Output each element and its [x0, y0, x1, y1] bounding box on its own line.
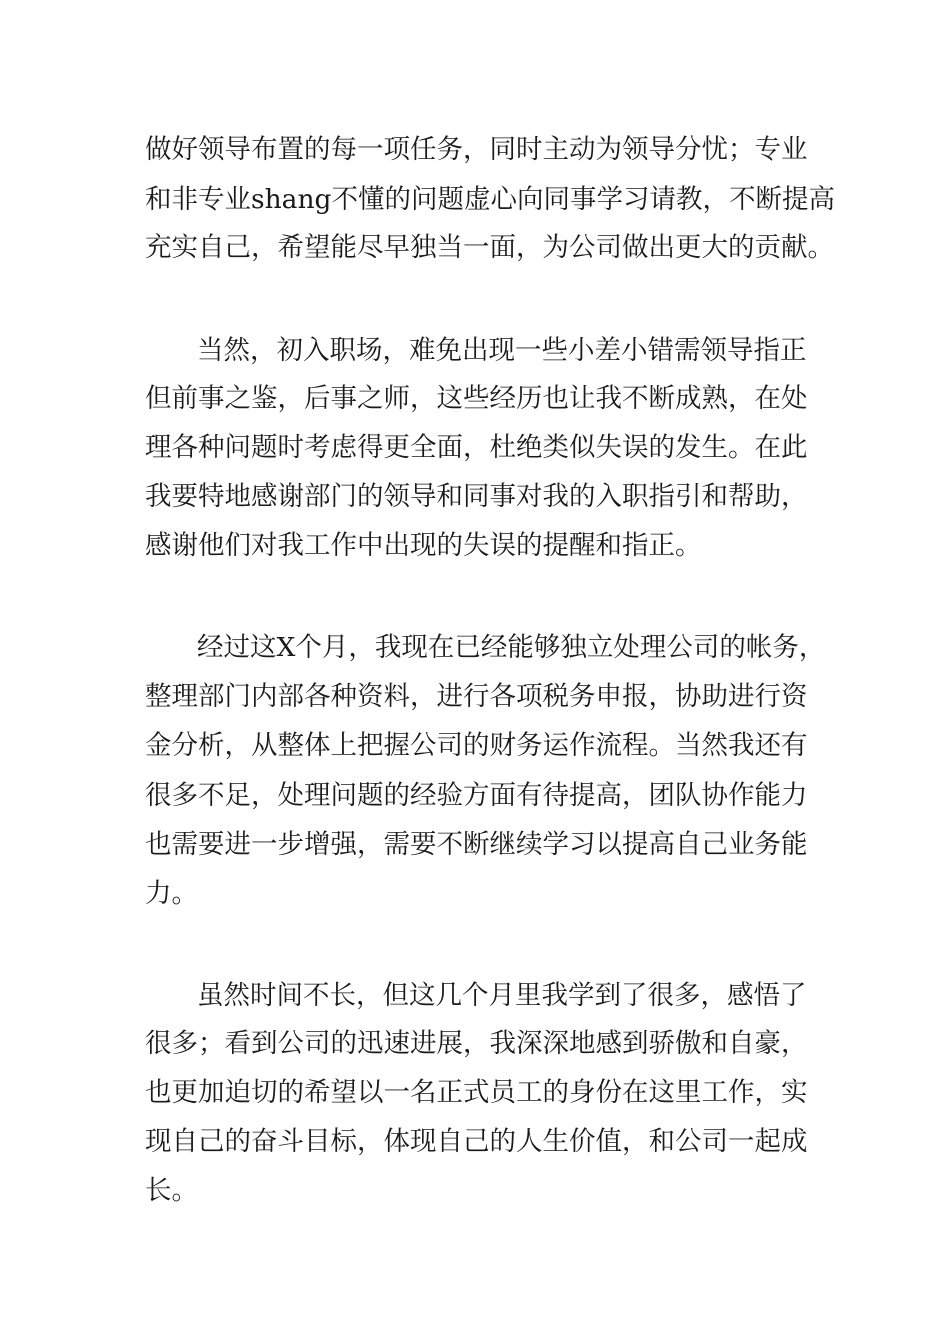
text-line: 很多不足，处理问题的经验方面有待提高，团队协作能力: [145, 780, 808, 811]
text-line: 也需要进一步增强，需要不断继续学习以提高自己业务能: [145, 829, 808, 860]
text-line: 和非专业shang不懂的问题虚心向同事学习请教，不断提高: [145, 184, 835, 215]
text-line: 力。: [145, 878, 198, 909]
text-line: 当然，初入职场，难免出现一些小差小错需领导指正: [197, 335, 807, 366]
text-line: 长。: [145, 1175, 198, 1206]
text-line: 现自己的奋斗目标，体现自己的人生价值，和公司一起成: [145, 1126, 808, 1157]
text-line: 虽然时间不长，但这几个月里我学到了很多，感悟了: [197, 980, 807, 1011]
text-line: 金分析，从整体上把握公司的财务运作流程。当然我还有: [145, 730, 808, 761]
text-line: 也更加迫切的希望以一名正式员工的身份在这里工作，实: [145, 1077, 808, 1108]
text-line: 很多；看到公司的迅速进展，我深深地感到骄傲和自豪，: [145, 1028, 808, 1059]
text-line: 理各种问题时考虑得更全面，杜绝类似失误的发生。在此: [145, 432, 808, 463]
text-line: 但前事之鉴，后事之师，这些经历也让我不断成熟，在处: [145, 383, 808, 414]
text-line: 感谢他们对我工作中出现的失误的提醒和指正。: [145, 530, 702, 561]
text-line: 充实自己，希望能尽早独当一面，为公司做出更大的贡献。: [145, 232, 834, 263]
text-line: 整理部门内部各种资料，进行各项税务申报，协助进行资: [145, 681, 808, 712]
text-line: 做好领导布置的每一项任务，同时主动为领导分忧；专业: [145, 134, 808, 165]
text-line: 经过这X个月，我现在已经能够独立处理公司的帐务，: [197, 632, 826, 663]
text-line: 我要特地感谢部门的领导和同事对我的入职指引和帮助，: [145, 481, 808, 512]
